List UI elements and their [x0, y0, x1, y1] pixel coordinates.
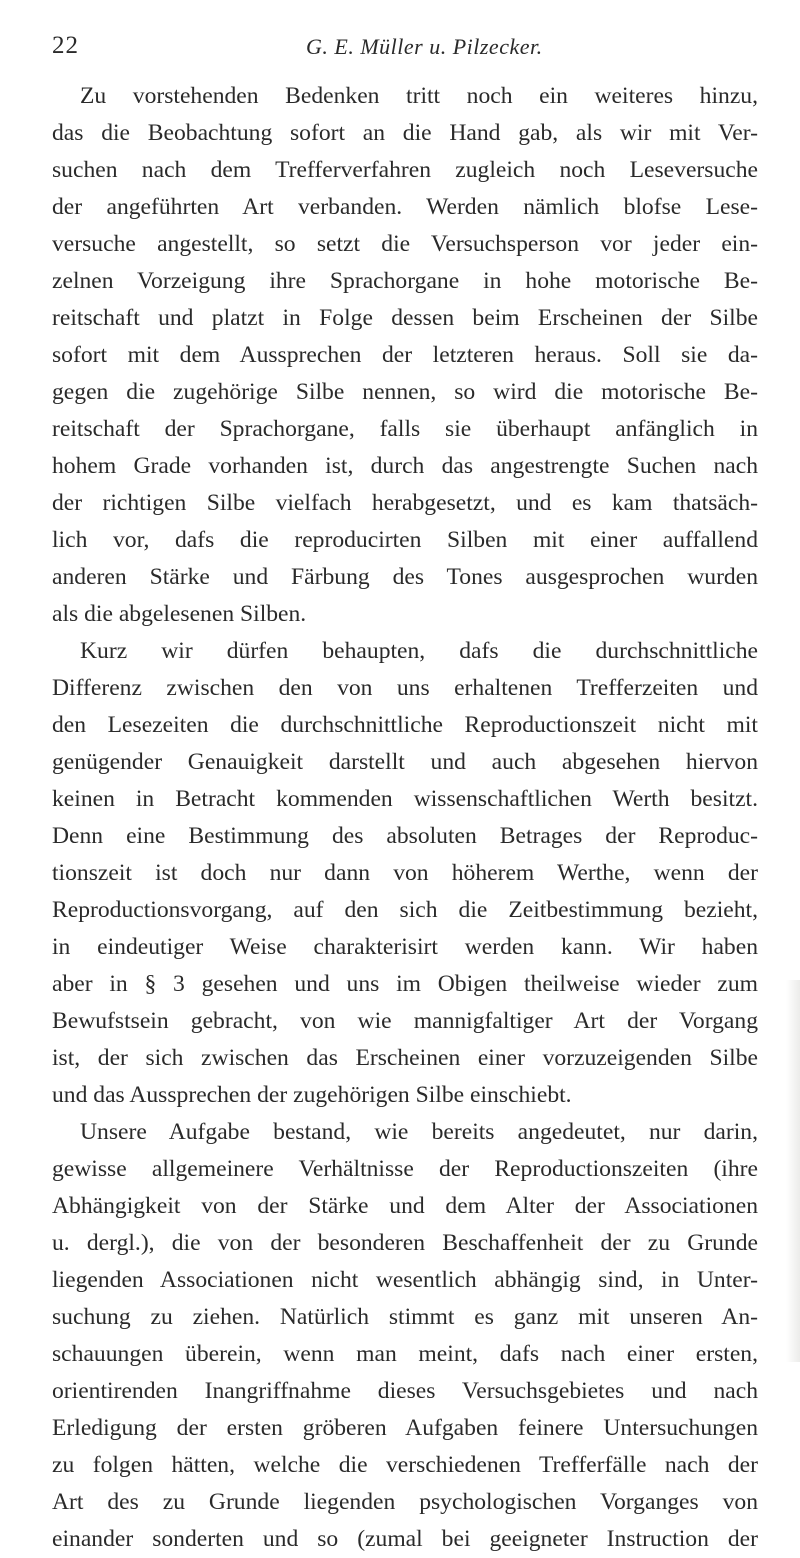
page-header	[52, 32, 758, 62]
text-line: und das Aussprechen der zugehörigen Silbe einschiebt.	[52, 1082, 572, 1108]
text-line: keinen in Betracht kommenden wissenschaftlichen Werth besitzt.	[52, 786, 758, 812]
text-line: in eindeutiger Weise charakterisirt werden kann. Wir haben	[52, 934, 758, 960]
text-line: der angeführten Art verbanden. Werden nämlich blofse Lese-	[52, 194, 758, 220]
text-line: Unsere Aufgabe bestand, wie bereits angedeutet, nur darin,	[80, 1119, 758, 1145]
text-line: liegenden Associationen nicht wesentlich abhängig sind, in Unter-	[52, 1267, 758, 1293]
text-line: reitschaft und platzt in Folge dessen beim Erscheinen der Silbe	[52, 305, 758, 331]
text-line: aber in § 3 gesehen und uns im Obigen theilweise wieder zum	[52, 971, 758, 997]
text-line: hohem Grade vorhanden ist, durch das angestrengte Suchen nach	[52, 453, 758, 479]
text-line: gewisse allgemeinere Verhältnisse der Reproductionszeiten (ihre	[52, 1156, 758, 1182]
text-line: suchung zu ziehen. Natürlich stimmt es ganz mit unseren An-	[52, 1304, 758, 1330]
text-line: ist, der sich zwischen das Erscheinen einer vorzuzeigenden Silbe	[52, 1045, 758, 1071]
text-line: lich vor, dafs die reproducirten Silben mit einer auffallend	[52, 527, 758, 553]
text-line: suchen nach dem Trefferverfahren zugleich noch Leseversuche	[52, 157, 758, 183]
text-line: Abhängigkeit von der Stärke und dem Alter der Associationen	[52, 1193, 758, 1219]
text-line: versuche angestellt, so setzt die Versuchsperson vor jeder ein-	[52, 231, 758, 257]
body-text	[52, 78, 758, 1558]
text-line: zu folgen hätten, welche die verschiedenen Trefferfälle nach der	[52, 1452, 758, 1478]
text-line: Kurz wir dürfen behaupten, dafs die durchschnittliche	[80, 638, 758, 664]
text-line: Zu vorstehenden Bedenken tritt noch ein weiteres hinzu,	[80, 83, 758, 109]
running-head: G. E. Müller u. Pilzecker.	[306, 34, 543, 59]
page-number: 22	[52, 32, 79, 59]
text-line: das die Beobachtung sofort an die Hand gab, als wir mit Ver-	[52, 120, 758, 146]
text-line: der richtigen Silbe vielfach herabgesetzt, und es kam thatsäch-	[52, 490, 758, 516]
text-line: orientirenden Inangriffnahme dieses Versuchsgebietes und nach	[52, 1378, 758, 1404]
text-line: Erledigung der ersten gröberen Aufgaben feinere Untersuchungen	[52, 1415, 758, 1441]
text-line: als die abgelesenen Silben.	[52, 601, 307, 627]
page-edge-shadow	[786, 980, 800, 1362]
text-line: schauungen überein, wenn man meint, dafs nach einer ersten,	[52, 1341, 758, 1367]
text-line: tionszeit ist doch nur dann von höherem Werthe, wenn der	[52, 860, 758, 886]
text-line: den Lesezeiten die durchschnittliche Reproductionszeit nicht mit	[52, 712, 758, 738]
text-line: einander sonderten und so (zumal bei geeigneter Instruction der	[52, 1526, 758, 1552]
text-line: gegen die zugehörige Silbe nennen, so wird die motorische Be-	[52, 379, 758, 405]
text-line: Differenz zwischen den von uns erhaltenen Trefferzeiten und	[52, 675, 758, 701]
text-line: Denn eine Bestimmung des absoluten Betrages der Reproduc-	[52, 823, 758, 849]
text-line: zelnen Vorzeigung ihre Sprachorgane in hohe motorische Be-	[52, 268, 758, 294]
text-line: sofort mit dem Aussprechen der letzteren heraus. Soll sie da-	[52, 342, 758, 368]
text-line: reitschaft der Sprachorgane, falls sie überhaupt anfänglich in	[52, 416, 758, 442]
text-line: genügender Genauigkeit darstellt und auch abgesehen hiervon	[52, 749, 758, 775]
text-line: u. dergl.), die von der besonderen Beschaffenheit der zu Grunde	[52, 1230, 758, 1256]
text-line: Art des zu Grunde liegenden psychologischen Vorganges von	[52, 1489, 758, 1515]
text-line: anderen Stärke und Färbung des Tones ausgesprochen wurden	[52, 564, 758, 590]
text-line: Reproductionsvorgang, auf den sich die Zeitbestimmung bezieht,	[52, 897, 758, 923]
text-line: Bewufstsein gebracht, von wie mannigfaltiger Art der Vorgang	[52, 1008, 758, 1034]
